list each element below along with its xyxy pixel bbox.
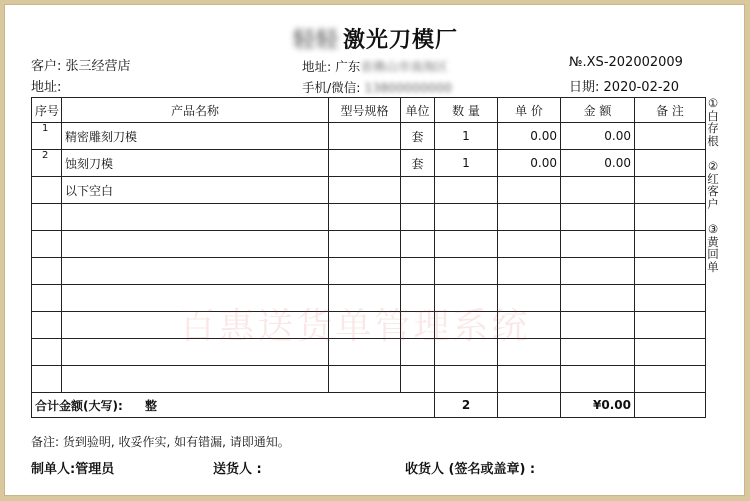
row-unit xyxy=(401,177,435,204)
row-spec xyxy=(329,339,401,366)
receiver-label: 收货人 (签名或盖章) : xyxy=(405,462,536,477)
table-row xyxy=(32,231,706,258)
row-qty: 1 xyxy=(435,150,498,177)
total-note-empty xyxy=(635,393,706,418)
row-price: 0.00 xyxy=(498,150,561,177)
row-unit: 套 xyxy=(401,150,435,177)
col-header-name: 产品名称 xyxy=(62,98,329,123)
col-header-qty: 数 量 xyxy=(435,98,498,123)
deliverer-label: 送货人 : xyxy=(213,462,262,477)
row-no xyxy=(32,258,62,285)
row-no xyxy=(32,231,62,258)
row-no xyxy=(32,177,62,204)
row-unit xyxy=(401,204,435,231)
row-qty xyxy=(435,339,498,366)
total-label-cell xyxy=(32,393,435,418)
row-amount xyxy=(561,258,635,285)
doc-number-line xyxy=(569,55,683,70)
side-note-text: 红客户 xyxy=(707,171,719,211)
row-qty xyxy=(435,177,498,204)
date-label: 日期: xyxy=(569,80,600,95)
row-no: 2 xyxy=(32,150,62,177)
address-center-prefix: 广东 xyxy=(335,59,361,74)
row-spec xyxy=(329,123,401,150)
row-amount: 0.00 xyxy=(561,150,635,177)
row-product-name xyxy=(62,312,329,339)
delivery-note-sheet xyxy=(4,4,745,496)
row-price xyxy=(498,366,561,393)
row-amount xyxy=(561,177,635,204)
row-amount xyxy=(561,366,635,393)
date-line xyxy=(569,76,679,95)
phone-line xyxy=(302,78,452,96)
row-price xyxy=(498,339,561,366)
side-note-text: 黄回单 xyxy=(707,234,719,274)
row-spec xyxy=(329,258,401,285)
watermark-text: 百惠送货单管理系统 xyxy=(179,306,531,347)
col-header-amount: 金 额 xyxy=(561,98,635,123)
row-no xyxy=(32,339,62,366)
row-product-name xyxy=(62,204,329,231)
total-price-empty xyxy=(498,393,561,418)
address-center-blurred: 省佛山市南海区 xyxy=(360,59,448,74)
row-unit xyxy=(401,258,435,285)
row-price xyxy=(498,285,561,312)
maker-value: 管理员 xyxy=(75,462,115,477)
row-product-name xyxy=(62,339,329,366)
row-note xyxy=(635,366,706,393)
row-note xyxy=(635,312,706,339)
total-amount: ¥0.00 xyxy=(561,393,635,418)
row-product-name: 蚀刻刀模 xyxy=(62,150,329,177)
col-header-note: 备 注 xyxy=(635,98,706,123)
total-label: 合计金额(大写): xyxy=(35,398,123,413)
row-price xyxy=(498,231,561,258)
table-row xyxy=(32,258,706,285)
remark-text: 备注: 货到验明, 收妥作实, 如有错漏, 请即通知。 xyxy=(31,435,290,449)
row-price xyxy=(498,204,561,231)
table-row xyxy=(32,204,706,231)
document-title xyxy=(5,23,746,54)
col-header-price: 单 价 xyxy=(498,98,561,123)
row-qty xyxy=(435,312,498,339)
row-qty xyxy=(435,204,498,231)
customer-value: 张三经营店 xyxy=(65,59,131,74)
row-amount xyxy=(561,312,635,339)
row-spec xyxy=(329,312,401,339)
row-note xyxy=(635,231,706,258)
col-header-unit: 单位 xyxy=(401,98,435,123)
phone-label: 手机/微信: xyxy=(302,80,361,95)
customer-label: 客户: xyxy=(31,59,62,74)
customer-line xyxy=(31,55,131,74)
side-note-yellow xyxy=(705,223,721,273)
row-note xyxy=(635,123,706,150)
side-note-white xyxy=(705,97,721,147)
row-price xyxy=(498,258,561,285)
row-note xyxy=(635,177,706,204)
address-label: 地址: xyxy=(31,80,62,95)
row-no xyxy=(32,204,62,231)
doc-number-value: XS-202002009 xyxy=(586,55,683,70)
table-header-row xyxy=(32,98,706,123)
row-spec xyxy=(329,150,401,177)
row-amount xyxy=(561,231,635,258)
row-unit xyxy=(401,339,435,366)
row-product-name: 以下空白 xyxy=(62,177,329,204)
row-amount xyxy=(561,204,635,231)
row-qty xyxy=(435,258,498,285)
row-qty xyxy=(435,366,498,393)
row-product-name xyxy=(62,258,329,285)
row-unit xyxy=(401,312,435,339)
row-qty: 1 xyxy=(435,123,498,150)
row-product-name xyxy=(62,285,329,312)
phone-blurred: 13800000000 xyxy=(364,80,452,95)
row-spec xyxy=(329,231,401,258)
row-amount xyxy=(561,285,635,312)
address-center-line xyxy=(302,57,448,75)
table-row xyxy=(32,366,706,393)
col-header-spec: 型号规格 xyxy=(329,98,401,123)
items-table xyxy=(31,97,706,418)
table-row xyxy=(32,285,706,312)
row-unit xyxy=(401,285,435,312)
table-row xyxy=(32,123,706,150)
row-unit: 套 xyxy=(401,123,435,150)
total-words: 整 xyxy=(144,398,157,413)
maker-line xyxy=(31,458,114,477)
row-note xyxy=(635,258,706,285)
row-product-name: 精密雕刻刀模 xyxy=(62,123,329,150)
total-qty: 2 xyxy=(435,393,498,418)
row-product-name xyxy=(62,231,329,258)
side-note-text: 白存根 xyxy=(707,108,719,148)
row-spec xyxy=(329,204,401,231)
side-note-num: ③ xyxy=(707,222,719,236)
row-no xyxy=(32,285,62,312)
side-note-red xyxy=(705,160,721,210)
row-price: 0.00 xyxy=(498,123,561,150)
table-row xyxy=(32,177,706,204)
row-no xyxy=(32,312,62,339)
row-amount: 0.00 xyxy=(561,123,635,150)
row-spec xyxy=(329,177,401,204)
row-qty xyxy=(435,285,498,312)
row-qty xyxy=(435,231,498,258)
col-header-no: 序号 xyxy=(32,98,62,123)
row-note xyxy=(635,285,706,312)
side-note-num: ② xyxy=(707,159,719,173)
date-value: 2020-02-20 xyxy=(603,80,680,95)
row-note xyxy=(635,150,706,177)
row-spec xyxy=(329,285,401,312)
maker-label: 制单人: xyxy=(31,462,76,477)
row-no xyxy=(32,366,62,393)
total-row xyxy=(32,393,706,418)
doc-number-label: №. xyxy=(569,55,587,70)
title-text: 激光刀模厂 xyxy=(343,28,459,53)
row-product-name xyxy=(62,366,329,393)
address-center-label: 地址: xyxy=(302,59,332,74)
title-blurred-prefix: 轻轻 xyxy=(292,28,339,53)
row-spec xyxy=(329,366,401,393)
side-note-num: ① xyxy=(707,96,719,110)
row-note xyxy=(635,339,706,366)
row-note xyxy=(635,204,706,231)
row-price xyxy=(498,177,561,204)
table-row xyxy=(32,339,706,366)
table-row xyxy=(32,312,706,339)
row-price xyxy=(498,312,561,339)
row-amount xyxy=(561,339,635,366)
row-unit xyxy=(401,231,435,258)
row-no: 1 xyxy=(32,123,62,150)
row-unit xyxy=(401,366,435,393)
table-row xyxy=(32,150,706,177)
